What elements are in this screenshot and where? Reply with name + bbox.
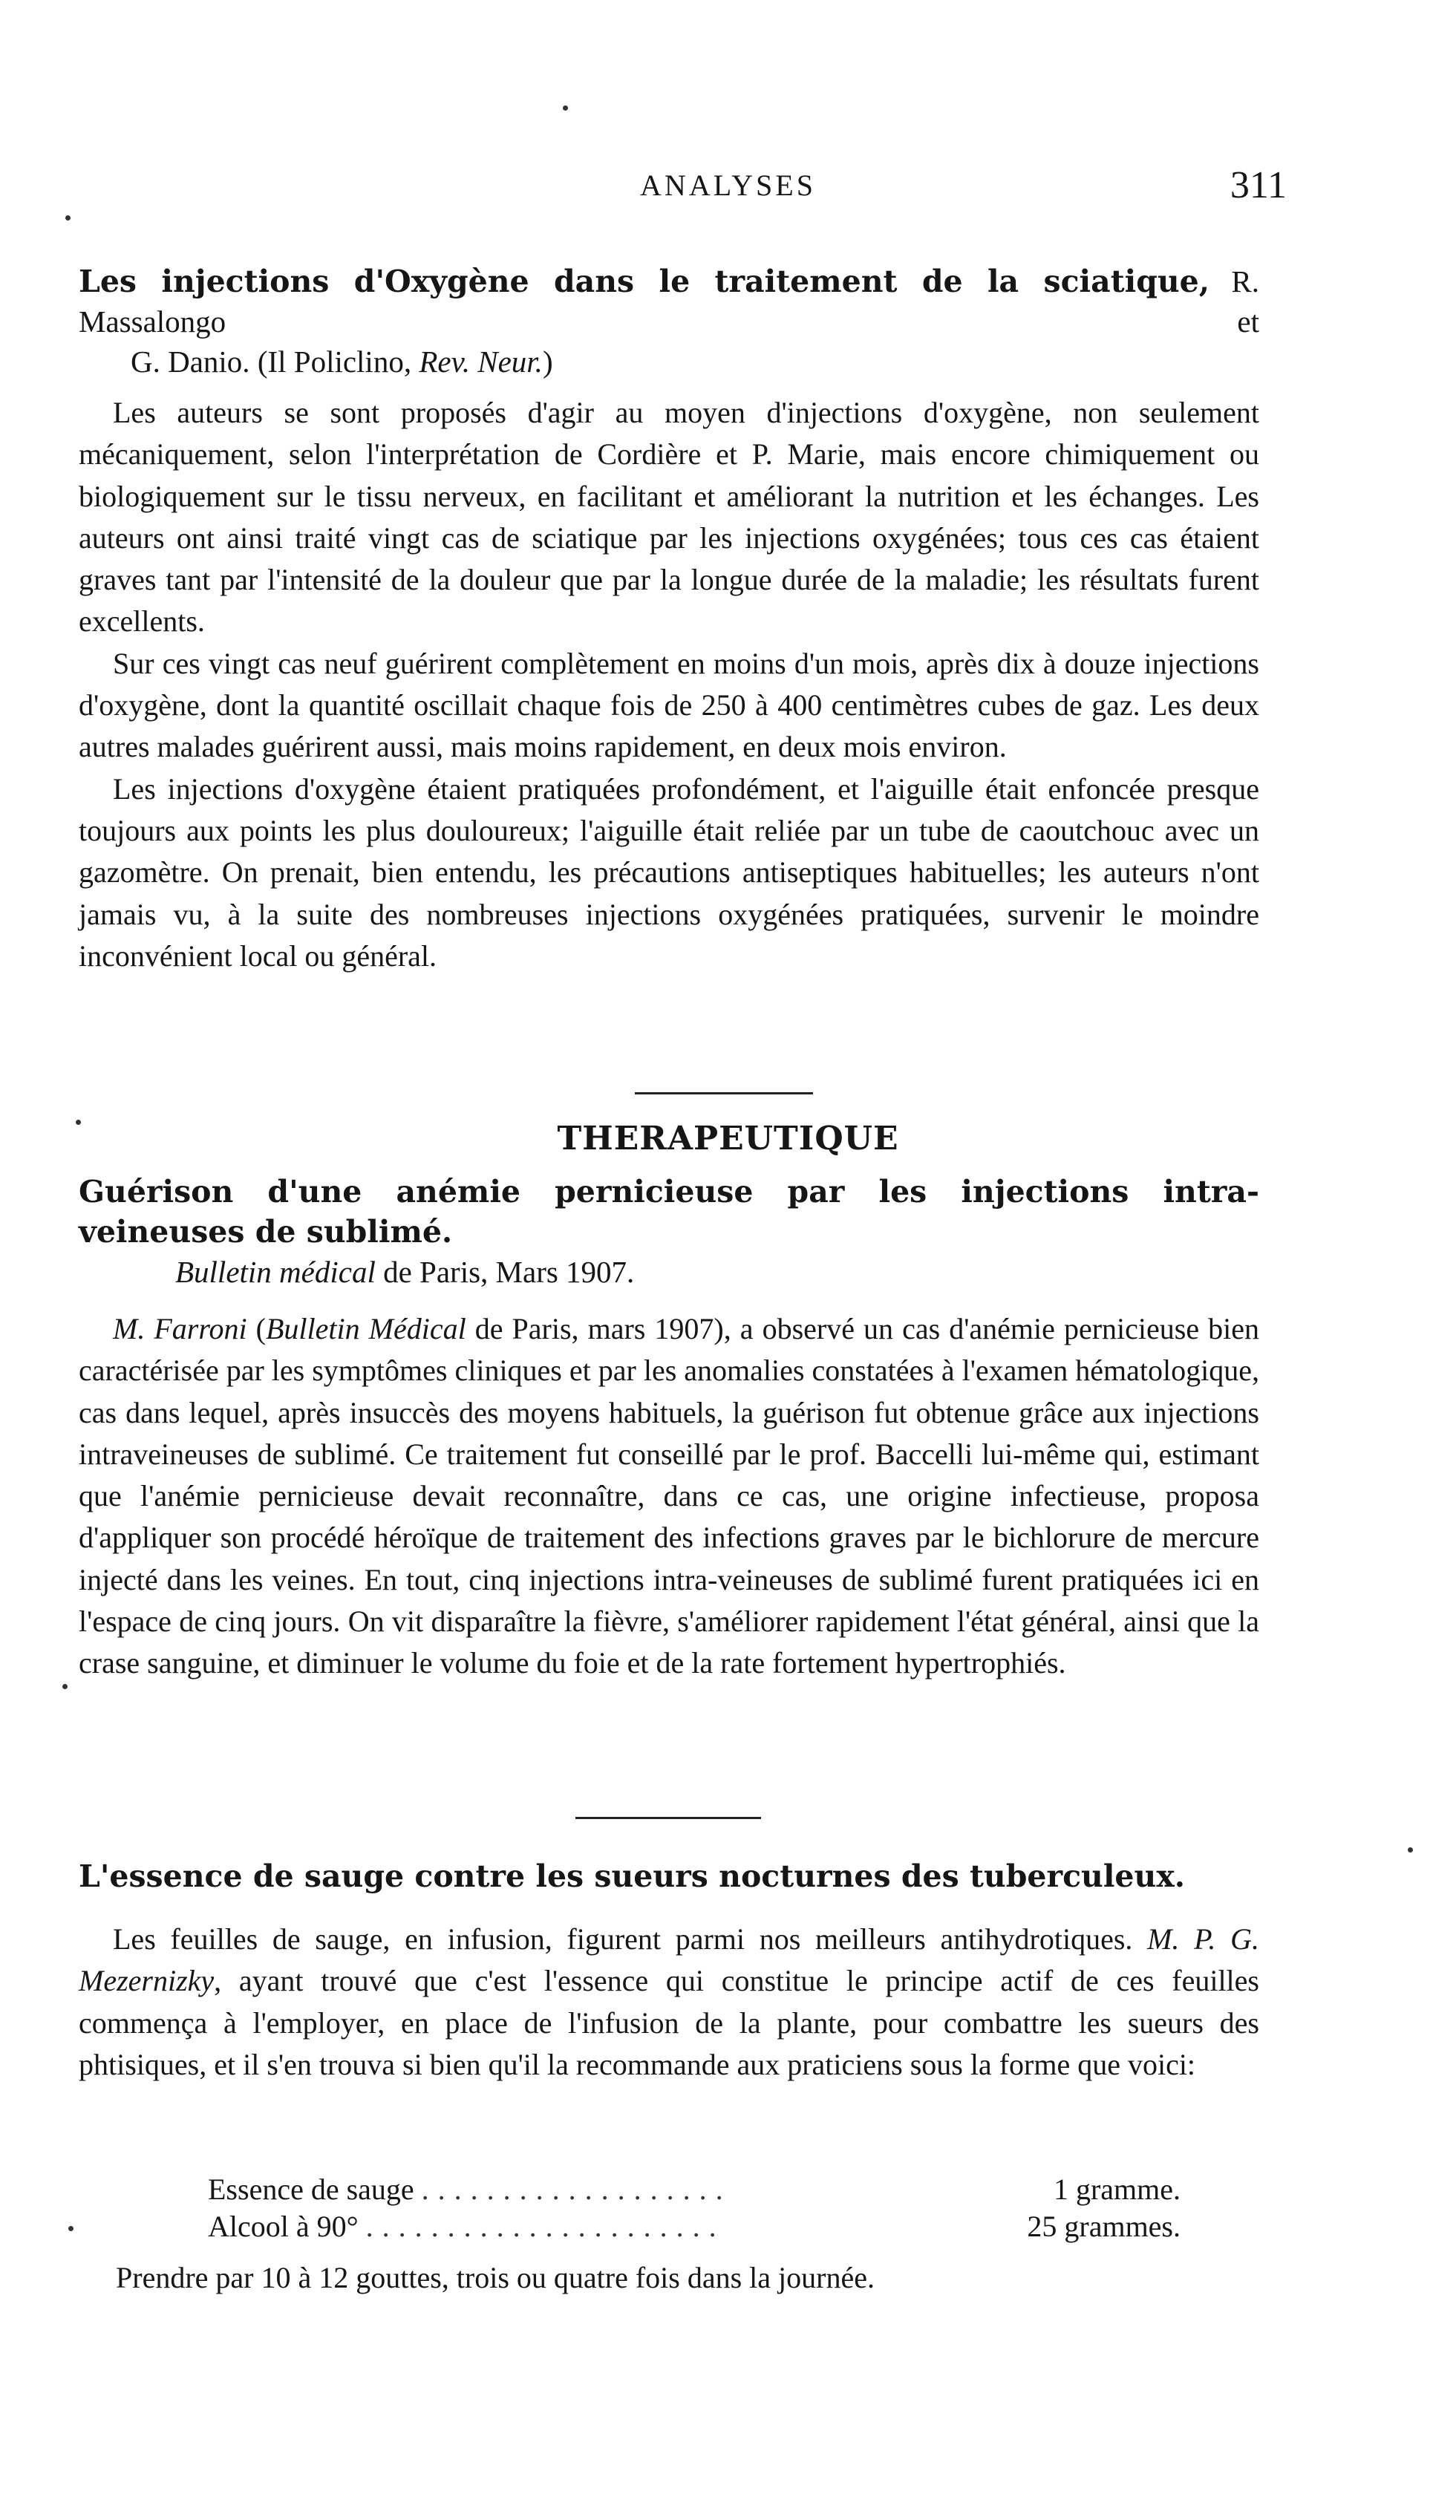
running-title: ANALYSES: [640, 169, 816, 202]
scan-speck: [62, 1684, 68, 1689]
article-source: [131, 342, 1259, 382]
leader-dots: ......................: [365, 2210, 725, 2243]
article-title-lead: Les injections: [79, 264, 330, 299]
article-title: L'essence de sauge contre les sueurs nocturnes des tuberculeux.: [79, 1858, 1186, 1894]
article-authors-cont: G. Danio.: [131, 345, 250, 379]
section-divider: [575, 1817, 761, 1819]
author-name: M. P. G. Mezernizky: [79, 1922, 1259, 1998]
page-number: 311: [1230, 164, 1287, 206]
article-sage-essence: [79, 1856, 1259, 2086]
article-title: [79, 261, 1259, 342]
paren: (: [247, 1312, 266, 1345]
paragraph-text: Les feuilles de sauge, en infusion, figurent parmi nos meilleurs antihydrotiques.: [113, 1922, 1148, 1956]
article-oxygen-sciatica: [79, 261, 1259, 977]
recipe-formula: [208, 2172, 1181, 2246]
section-heading: THERAPEUTIQUE: [557, 1120, 899, 1158]
cited-journal: Bulletin Médical: [265, 1312, 466, 1345]
page-header: [0, 164, 1456, 220]
article-closing: [79, 2257, 1259, 2299]
scan-speck: [1408, 1847, 1413, 1853]
paragraph: Sur ces vingt cas neuf guérirent complètement en moins d'un mois, après dix à douze injections d'oxygène, dont la quantité oscillait chaque fois de 250 à 400 centimètres cubes de gaz. Les deux autres malades guérirent aussi, mais moins rapidement, en deux mois environ.: [79, 646, 1259, 764]
scan-speck: [563, 105, 568, 111]
author-name: M. Farroni: [113, 1312, 247, 1345]
article-source: [175, 1252, 1259, 1292]
ingredient-quantity: 1 gramme.: [1053, 2173, 1181, 2206]
article-title-rest: d'Oxygène dans le traitement de la sciatique,: [329, 264, 1210, 299]
paragraph: Les auteurs se sont proposés d'agir au moyen d'injections d'oxygène, non seulement mécaniquement, selon l'interprétation de Cordière et P. Marie, mais encore chimiquement ou biologiquement sur le tissu nerveux, en facilitant et améliorant la nutrition et les échanges. Les auteurs ont ainsi traité vingt cas de sciatique par les injections oxygénées; tous ces cas étaient graves tant par l'intensité de la douleur que par la longue durée de la maladie; les résultats furent excellents.: [79, 396, 1259, 639]
paragraph-text: , ayant trouvé que c'est l'essence qui constitue le principe actif de ces feuilles commença à l'employer, en place de l'infusion de la plante, pour combattre les sueurs des phtisiques, et il s'en trouva si bien qu'il la recommande aux praticiens sous la forme que voici:: [79, 1964, 1259, 2081]
recipe-row: [208, 2209, 1181, 2246]
closing-instruction: Prendre par 10 à 12 gouttes, trois ou quatre fois dans la journée.: [116, 2261, 875, 2294]
source-journal: Bulletin médical: [175, 1255, 376, 1289]
article-pernicious-anemia: [79, 1172, 1259, 1685]
leader-dots: ...................: [421, 2173, 732, 2206]
paragraph-text: de Paris, mars 1907), a observé un cas d'anémie pernicieuse bien caractérisée par les symptômes cliniques et par les anomalies constatées à l'examen hématologique, cas dans lequel, après insuccès des moyens habituels, la guérison fut obtenue grâce aux injections intraveineuses de sublimé. Ce traitement fut conseillé par le prof. Baccelli lui-même qui, estimant que l'anémie pernicieuse devait reconnaître, dans ce cas, une origine infectieuse, proposa d'appliquer son procédé héroïque de traitement des infections graves par le bichlorure de mercure injecté dans les veines. En tout, cinq injections intra-veineuses de sublimé furent pratiquées ici en l'espace de cinq jours. On vit disparaître la fièvre, s'améliorer rapidement l'état général, ainsi que la crase sanguine, et diminuer le volume du foie et de la rate fortement hypertrophiés.: [79, 1312, 1259, 1680]
article-title: Guérison d'une anémie pernicieuse par les injections intra-veineuses de sublimé.: [79, 1174, 1259, 1250]
article-authors: R. Massalongo et: [79, 264, 1259, 339]
paragraph: Les injections d'oxygène étaient pratiquées profondément, et l'aiguille était enfoncée presque toujours aux points les plus douloureux; l'aiguille était reliée par un tube de caoutchouc avec un gazomètre. On prenait, bien entendu, les précautions antiseptiques habituelles; les auteurs n'ont jamais vu, à la suite des nombreuses injections oxygénées pratiquées, survenir le moindre inconvénient local ou général.: [79, 771, 1259, 973]
ingredient-quantity: 25 grammes.: [1027, 2210, 1181, 2243]
ingredient-name: Essence de sauge: [208, 2173, 414, 2206]
source-close: ): [542, 345, 553, 379]
ingredient-name: Alcool à 90°: [208, 2210, 359, 2243]
scan-speck: [68, 2226, 74, 2231]
section-divider: [635, 1092, 813, 1094]
paragraph: [79, 1308, 1259, 1685]
paragraph: [79, 1919, 1259, 2086]
source-plain: de Paris, Mars 1907.: [375, 1255, 635, 1289]
source-journal: Rev. Neur.: [419, 345, 543, 379]
source-plain: (Il Policlino,: [249, 345, 420, 379]
recipe-row: [208, 2172, 1181, 2209]
